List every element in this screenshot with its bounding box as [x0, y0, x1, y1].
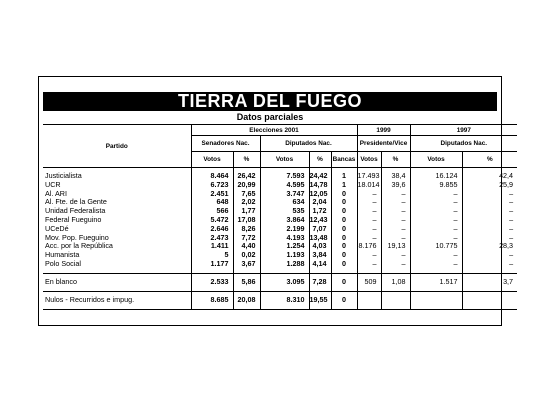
bancas-cell: 0 — [331, 225, 357, 234]
dip-votos-cell: 1.193 — [260, 251, 309, 260]
sen-pct-cell: 17,08 — [233, 216, 260, 225]
dip-pct-cell: 4,03 — [309, 242, 331, 251]
p99-votos-cell: – — [357, 251, 381, 260]
sen-pct-cell: 5,86 — [233, 273, 260, 291]
sen-pct-cell: 7,65 — [233, 190, 260, 199]
p99-votos-cell: – — [357, 190, 381, 199]
dip-votos-cell: 8.310 — [260, 291, 309, 309]
sen-votos-cell: 2.646 — [191, 225, 233, 234]
header-diputados: Diputados Nac. — [260, 136, 357, 152]
p99-pct-cell: 39,6 — [381, 181, 410, 190]
d97-pct-cell: – — [462, 216, 517, 225]
sen-votos-cell: 2.533 — [191, 273, 233, 291]
header-elecciones-2001: Elecciones 2001 — [191, 125, 357, 136]
bancas-cell: 0 — [331, 251, 357, 260]
d97-votos-cell: 16.124 — [410, 172, 462, 181]
dip-votos-cell: 7.593 — [260, 172, 309, 181]
nulos-row — [43, 291, 517, 309]
d97-votos-cell: – — [410, 198, 462, 207]
d97-votos-cell: – — [410, 260, 462, 269]
p99-pct-cell: 38,4 — [381, 172, 410, 181]
sen-pct-cell: 20,08 — [233, 291, 260, 309]
sen-pct-cell: 8,26 — [233, 225, 260, 234]
table-row — [43, 225, 517, 234]
table-row — [43, 198, 517, 207]
p99-pct-cell — [381, 291, 410, 309]
dip-votos-cell: 3.747 — [260, 190, 309, 199]
d97-pct-cell: 25,9 — [462, 181, 517, 190]
bancas-cell: 0 — [331, 207, 357, 216]
dip-votos-cell: 4.595 — [260, 181, 309, 190]
header-senadores: Senadores Nac. — [191, 136, 260, 152]
dip-pct-cell: 1,72 — [309, 207, 331, 216]
p99-pct-cell: – — [381, 216, 410, 225]
sen-pct-cell: 4,40 — [233, 242, 260, 251]
sen-votos-cell: 5 — [191, 251, 233, 260]
dip-pct-cell: 4,14 — [309, 260, 331, 269]
p99-pct-cell: – — [381, 234, 410, 243]
p99-votos-cell: – — [357, 216, 381, 225]
p99-votos-cell: 17.493 — [357, 171, 380, 180]
bancas-cell: 0 — [331, 291, 357, 309]
header-p99-pct: % — [381, 152, 410, 168]
page-subtitle: Datos parciales — [236, 112, 304, 122]
d97-votos-cell: – — [410, 216, 462, 225]
dip-votos-cell: 634 — [260, 198, 309, 207]
partido-cell: Al. ARI — [45, 188, 67, 198]
d97-votos-cell: – — [410, 190, 462, 199]
header-dip-votos: Votos — [260, 152, 309, 168]
partido-cell: Federal Fueguino — [45, 214, 102, 224]
d97-pct-cell: – — [462, 198, 517, 207]
table-row — [43, 190, 517, 199]
sen-votos-cell: 566 — [191, 207, 233, 216]
header-diputados-97: Diputados Nac. — [410, 136, 517, 152]
p99-votos-cell: 509 — [357, 273, 381, 291]
p99-pct-cell: – — [381, 260, 410, 269]
header-d97-pct: % — [462, 152, 517, 168]
p99-votos-cell: 8.176 — [357, 242, 381, 251]
partido-cell: Humanista — [45, 250, 80, 260]
dip-pct-cell: 3,84 — [309, 251, 331, 260]
d97-votos-cell: 9.855 — [410, 181, 462, 190]
dip-pct-cell: 2,04 — [309, 198, 331, 207]
partido-cell: UCeDé — [45, 223, 69, 233]
partido-cell: Polo Social — [45, 258, 81, 268]
sen-pct-cell: 3,67 — [233, 260, 260, 269]
partido-cell: Unidad Federalista — [45, 206, 106, 216]
d97-pct-cell: – — [462, 260, 517, 269]
d97-votos-cell: 10.775 — [410, 242, 462, 251]
dip-votos-cell: 1.254 — [260, 242, 309, 251]
bancas-cell: 0 — [331, 242, 357, 251]
dip-votos-cell: 1.288 — [260, 260, 309, 269]
dip-votos-cell: 3.095 — [260, 273, 309, 291]
bancas-cell: 0 — [331, 234, 357, 243]
sen-pct-cell: 0,02 — [233, 251, 260, 260]
results-table — [43, 124, 517, 310]
d97-pct-cell: 42,4 — [462, 172, 517, 181]
p99-pct-cell: – — [381, 251, 410, 260]
p99-pct-cell: – — [381, 207, 410, 216]
page-title: TIERRA DEL FUEGO — [43, 92, 497, 111]
dip-pct-cell: 12,43 — [309, 216, 331, 225]
p99-pct-cell: – — [381, 225, 410, 234]
header-sen-pct: % — [233, 152, 260, 168]
sen-pct-cell: 1,77 — [233, 207, 260, 216]
dip-votos-cell: 535 — [260, 207, 309, 216]
dip-votos-cell: 4.193 — [260, 234, 309, 243]
bancas-cell: 0 — [331, 216, 357, 225]
p99-pct-cell: – — [381, 190, 410, 199]
d97-pct-cell: – — [462, 234, 517, 243]
p99-votos-cell: – — [357, 234, 381, 243]
p99-votos-cell: – — [357, 260, 381, 269]
dip-pct-cell: 19,55 — [309, 291, 331, 309]
p99-votos-cell: – — [357, 225, 381, 234]
p99-votos-cell: – — [357, 207, 381, 216]
dip-pct-cell: 7,07 — [309, 225, 331, 234]
sen-votos-cell: 648 — [191, 198, 233, 207]
p99-votos-cell: – — [357, 198, 381, 207]
p99-pct-cell: – — [381, 198, 410, 207]
table-body — [43, 168, 517, 310]
header-partido: Partido — [43, 125, 191, 168]
d97-votos-cell: – — [410, 207, 462, 216]
sen-votos-cell: 2.473 — [191, 234, 233, 243]
bancas-cell: 0 — [331, 190, 357, 199]
table-row — [43, 251, 517, 260]
d97-pct-cell: – — [462, 190, 517, 199]
header-1997: 1997 — [410, 125, 517, 136]
partido-cell: Nulos - Recurridos e impug. — [43, 291, 191, 309]
dip-pct-cell: 12,05 — [309, 190, 331, 199]
d97-pct-cell: – — [462, 225, 517, 234]
header-presidente: Presidente/Vice — [357, 136, 410, 152]
bancas-cell: 0 — [331, 198, 357, 207]
d97-votos-cell: 1.517 — [410, 273, 462, 291]
partido-cell: En blanco — [43, 273, 191, 291]
sen-pct-cell: 7,72 — [233, 234, 260, 243]
p99-pct-cell: 19,13 — [381, 242, 410, 251]
sen-pct-cell: 2,02 — [233, 198, 260, 207]
table-row — [43, 181, 517, 190]
d97-pct-cell: 3,7 — [462, 273, 517, 291]
d97-pct-cell: 28,3 — [462, 242, 517, 251]
d97-pct-cell: – — [462, 251, 517, 260]
p99-votos-cell — [357, 291, 381, 309]
d97-votos-cell — [410, 291, 462, 309]
header-d97-votos: Votos — [410, 152, 462, 168]
sen-votos-cell: 1.177 — [191, 260, 233, 269]
table-row — [43, 216, 517, 225]
sen-votos-cell: 8.464 — [191, 172, 233, 181]
sen-votos-cell: 8.685 — [191, 291, 233, 309]
sen-votos-cell: 5.472 — [191, 216, 233, 225]
bancas-cell: 1 — [331, 181, 357, 190]
p99-votos-cell: 18.014 — [357, 179, 380, 189]
sen-pct-cell: 20,99 — [233, 181, 260, 190]
d97-pct-cell — [462, 291, 517, 309]
d97-votos-cell: – — [410, 251, 462, 260]
dip-pct-cell: 7,28 — [309, 273, 331, 291]
sen-votos-cell: 1.411 — [191, 242, 233, 251]
header-dip-pct: % — [309, 152, 331, 168]
partido-cell: Mov. Pop. Fueguino — [45, 232, 109, 242]
bancas-cell: 1 — [331, 172, 357, 181]
header-1999: 1999 — [357, 125, 410, 136]
partido-cell: Al. Fte. de la Gente — [45, 197, 107, 207]
p99-pct-cell: 1,08 — [381, 273, 410, 291]
dip-pct-cell: 13,48 — [309, 234, 331, 243]
sen-votos-cell: 2.451 — [191, 190, 233, 199]
header-sen-votos: Votos — [191, 152, 233, 168]
bancas-cell: 0 — [331, 260, 357, 269]
sen-pct-cell: 26,42 — [233, 172, 260, 181]
d97-votos-cell: – — [410, 225, 462, 234]
dip-votos-cell: 2.199 — [260, 225, 309, 234]
d97-votos-cell: – — [410, 234, 462, 243]
blanco-row — [43, 273, 517, 291]
partido-cell: UCR — [45, 179, 61, 189]
dip-votos-cell: 3.864 — [260, 216, 309, 225]
bancas-cell: 0 — [331, 273, 357, 291]
dip-pct-cell: 24,42 — [309, 172, 331, 181]
dip-pct-cell: 14,78 — [309, 181, 331, 190]
header-bancas: Bancas — [331, 152, 357, 168]
partido-cell: Justicialista — [45, 171, 82, 180]
table-row — [43, 260, 517, 269]
sen-votos-cell: 6.723 — [191, 181, 233, 190]
header-p99-votos: Votos — [357, 152, 381, 168]
table-row — [43, 207, 517, 216]
d97-pct-cell: – — [462, 207, 517, 216]
partido-cell: Acc. por la República — [45, 241, 113, 251]
table-row — [43, 242, 517, 251]
